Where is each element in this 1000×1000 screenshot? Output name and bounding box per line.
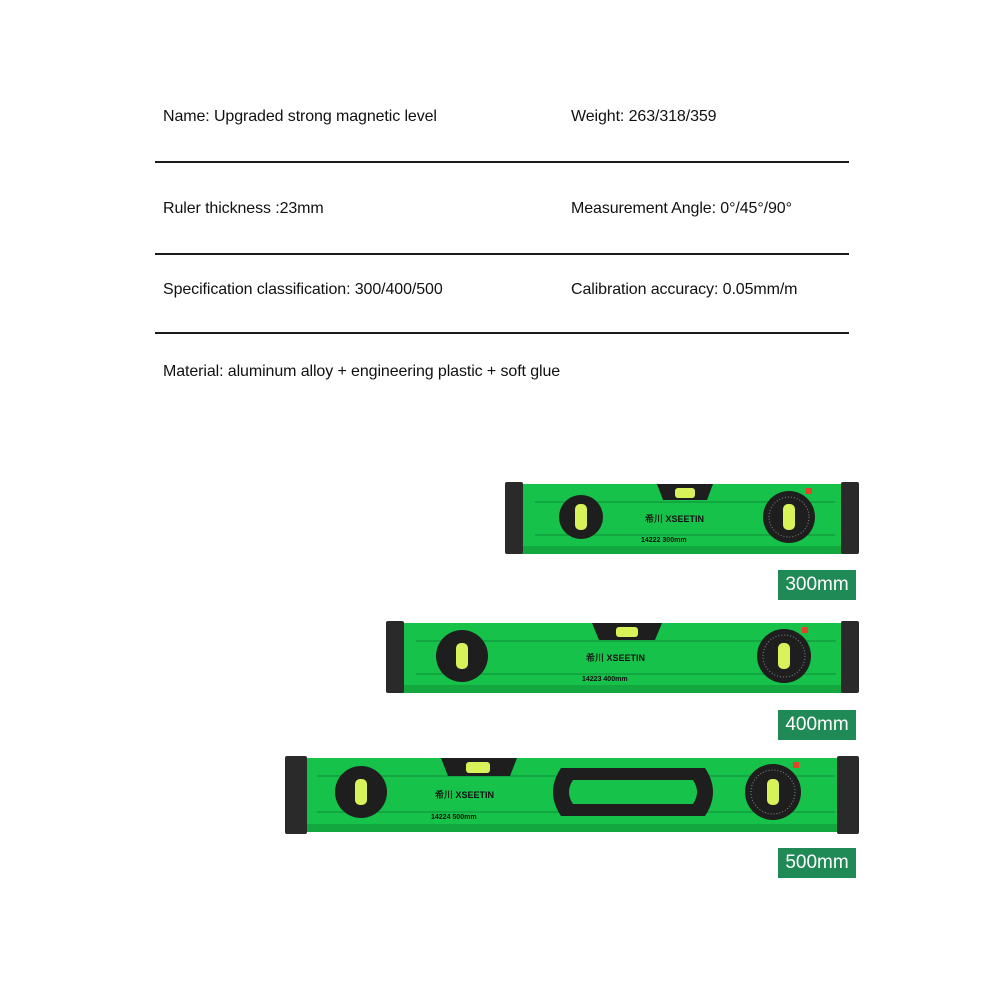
spec-accuracy: Calibration accuracy: 0.05mm/m <box>571 281 798 298</box>
brand-text: 希川 XSEETIN <box>645 514 705 524</box>
level-300mm-image <box>505 480 859 557</box>
model-text: 14222 300mm <box>641 537 687 544</box>
brand-text: 希川 XSEETIN <box>586 653 646 663</box>
brand-text: 希川 XSEETIN <box>435 790 495 800</box>
model-text: 14224 500mm <box>431 814 477 821</box>
size-label-500mm: 500mm <box>778 848 856 878</box>
spec-name: Name: Upgraded strong magnetic level <box>163 108 437 125</box>
divider <box>155 332 849 334</box>
level-500mm-image <box>285 754 859 836</box>
spec-weight: Weight: 263/318/359 <box>571 108 717 125</box>
size-label-300mm: 300mm <box>778 570 856 600</box>
divider <box>155 253 849 255</box>
spec-angle: Measurement Angle: 0°/45°/90° <box>571 200 792 217</box>
model-text: 14223 400mm <box>582 676 628 683</box>
level-400mm-image <box>386 619 859 697</box>
divider <box>155 161 849 163</box>
spec-thickness: Ruler thickness :23mm <box>163 200 324 217</box>
spec-material: Material: aluminum alloy + engineering plastic + soft glue <box>163 363 561 380</box>
size-label-400mm: 400mm <box>778 710 856 740</box>
spec-classification: Specification classification: 300/400/500 <box>163 281 443 298</box>
